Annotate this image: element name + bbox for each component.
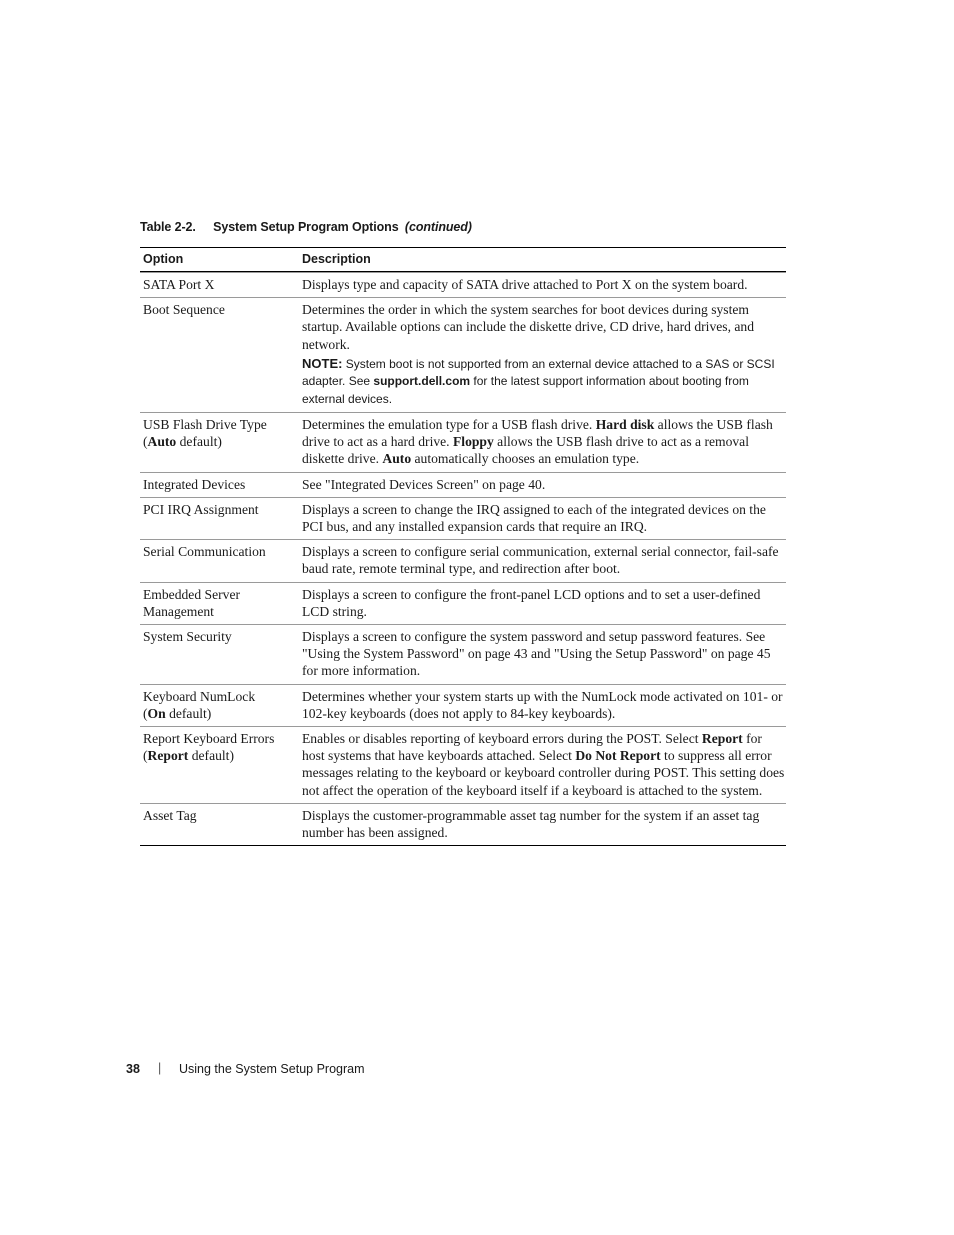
description-text (302, 276, 786, 293)
description-text (302, 476, 786, 493)
description-text (302, 807, 786, 841)
description-text (302, 688, 786, 722)
description-segment: automatically chooses an emulation type. (411, 451, 640, 467)
description-text (302, 543, 786, 577)
table-body (140, 272, 786, 845)
option-default-part: ( (143, 748, 148, 764)
table-row (140, 497, 786, 539)
support-link[interactable]: support.dell.com (373, 374, 471, 389)
option-default (143, 433, 299, 450)
description-cell (299, 583, 786, 624)
table-row (140, 297, 786, 412)
page-number: 38 (126, 1062, 140, 1076)
description-segment: Displays type and capacity of SATA drive attached to Port X on the system board. (302, 277, 748, 292)
description-segment: to suppress all error messages relating to the keyboard or keyboard controller during POST. This setting does not affect the operation of the keyboard itself if a keyboard is attached to the system. (302, 748, 785, 798)
table-row (140, 624, 786, 684)
table-header (140, 248, 786, 272)
option-cell (140, 498, 299, 539)
table-number: Table 2-2. (140, 220, 196, 234)
table-continued: (continued) (404, 220, 472, 234)
table-row (140, 472, 786, 497)
option-name: Integrated Devices (143, 476, 246, 492)
description-emphasis: Floppy (452, 434, 494, 450)
option-default (143, 705, 299, 722)
description-emphasis: Auto (382, 451, 412, 467)
description-emphasis: Report (701, 731, 743, 747)
table-title: System Setup Program Options (213, 220, 399, 234)
description-segment: Determines the emulation type for a USB flash drive. (302, 417, 596, 433)
option-cell (140, 625, 299, 684)
option-name: Embedded Server Management (143, 586, 241, 619)
footer-section-title: Using the System Setup Program (179, 1062, 365, 1076)
description-cell (299, 727, 786, 803)
option-name: Keyboard NumLock (143, 688, 256, 704)
option-cell (140, 804, 299, 845)
option-name: SATA Port X (143, 277, 215, 292)
footer-separator: | (158, 1061, 162, 1075)
description-text (302, 628, 786, 680)
table-row (140, 272, 786, 297)
description-segment: allows the USB flash drive to act as a removal diskette drive. (302, 434, 749, 467)
description-segment: Displays a screen to configure serial communication, external serial connector, fail-safe baud rate, remote terminal type, and redirection after boot. (302, 544, 779, 577)
table-row (140, 684, 786, 726)
table-row (140, 582, 786, 624)
option-default-part: default) (188, 748, 234, 764)
note-label: NOTE: (302, 355, 343, 371)
description-text (302, 586, 786, 620)
description-cell (299, 498, 786, 539)
description-cell (299, 413, 786, 472)
description-text (302, 730, 786, 799)
note-text: System boot is not supported from an external device attached to a SAS or SCSI adapter. See (302, 356, 775, 389)
option-name: Boot Sequence (143, 302, 225, 318)
description-segment: Displays the customer-programmable asset tag number for the system if an asset tag number has been assigned. (302, 807, 760, 841)
description-segment: See "Integrated Devices Screen" on page 40. (302, 476, 546, 492)
table-row (140, 412, 786, 472)
description-text (302, 501, 786, 535)
option-cell (140, 685, 299, 726)
description-cell (299, 273, 786, 297)
description-cell (299, 804, 786, 845)
table-caption (140, 220, 472, 234)
option-name: System Security (143, 629, 232, 645)
description-text (302, 301, 786, 353)
option-name: Report Keyboard Errors (143, 731, 275, 747)
description-segment: Displays a screen to configure the system password and setup password features. See "Using the System Password" on page 43 and "Using the Setup Password" on page 45 for more information. (302, 629, 771, 679)
note-block (302, 355, 786, 408)
description-segment: Displays a screen to change the IRQ assigned to each of the integrated devices on the PCI bus, and any installed expansion cards that require an IRQ. (302, 501, 766, 535)
description-cell (299, 685, 786, 726)
header-option: Option (143, 252, 184, 266)
description-emphasis: Do Not Report (575, 748, 661, 764)
option-cell (140, 473, 299, 497)
description-segment: Displays a screen to configure the front-panel LCD options and to set a user-defined LCD string. (302, 586, 761, 619)
option-cell (140, 413, 299, 472)
option-cell (140, 273, 299, 297)
option-cell (140, 298, 299, 412)
option-default-part: ( (143, 434, 148, 450)
option-cell (140, 540, 299, 581)
table-row (140, 726, 786, 803)
description-cell (299, 625, 786, 684)
description-cell (299, 540, 786, 581)
option-default-part: ( (143, 705, 148, 721)
description-cell (299, 473, 786, 497)
option-default-part: Report (147, 748, 189, 764)
option-cell (140, 583, 299, 624)
description-segment: Determines the order in which the system searches for boot devices during system startup. Available options can include the diskette drive, CD drive, hard drives, and network. (302, 302, 754, 352)
options-table (140, 247, 786, 846)
option-name: Asset Tag (143, 807, 197, 823)
option-default-part: On (147, 705, 166, 721)
option-cell (140, 727, 299, 803)
table-row (140, 803, 786, 845)
description-segment: Determines whether your system starts up with the NumLock mode activated on 101- or 102-key keyboards (does not apply to 84-key keyboards). (302, 688, 783, 721)
description-segment: Enables or disables reporting of keyboard errors during the POST. Select (302, 731, 702, 747)
option-name: Serial Communication (143, 544, 266, 560)
option-name: USB Flash Drive Type (143, 417, 267, 433)
header-description: Description (302, 252, 371, 266)
option-default (143, 747, 299, 764)
option-default-part: default) (176, 434, 222, 450)
table-row (140, 539, 786, 581)
note-text: for the latest support information about booting from external devices. (302, 374, 749, 406)
description-segment: for host systems that have keyboards attached. Select (302, 731, 762, 764)
description-segment: allows the USB flash drive to act as a hard drive. (302, 417, 773, 450)
option-default-part: default) (165, 705, 212, 721)
description-cell (299, 298, 786, 412)
option-default-part: Auto (147, 434, 177, 450)
description-emphasis: Hard disk (595, 417, 655, 433)
option-name: PCI IRQ Assignment (143, 501, 259, 517)
description-text (302, 416, 786, 468)
